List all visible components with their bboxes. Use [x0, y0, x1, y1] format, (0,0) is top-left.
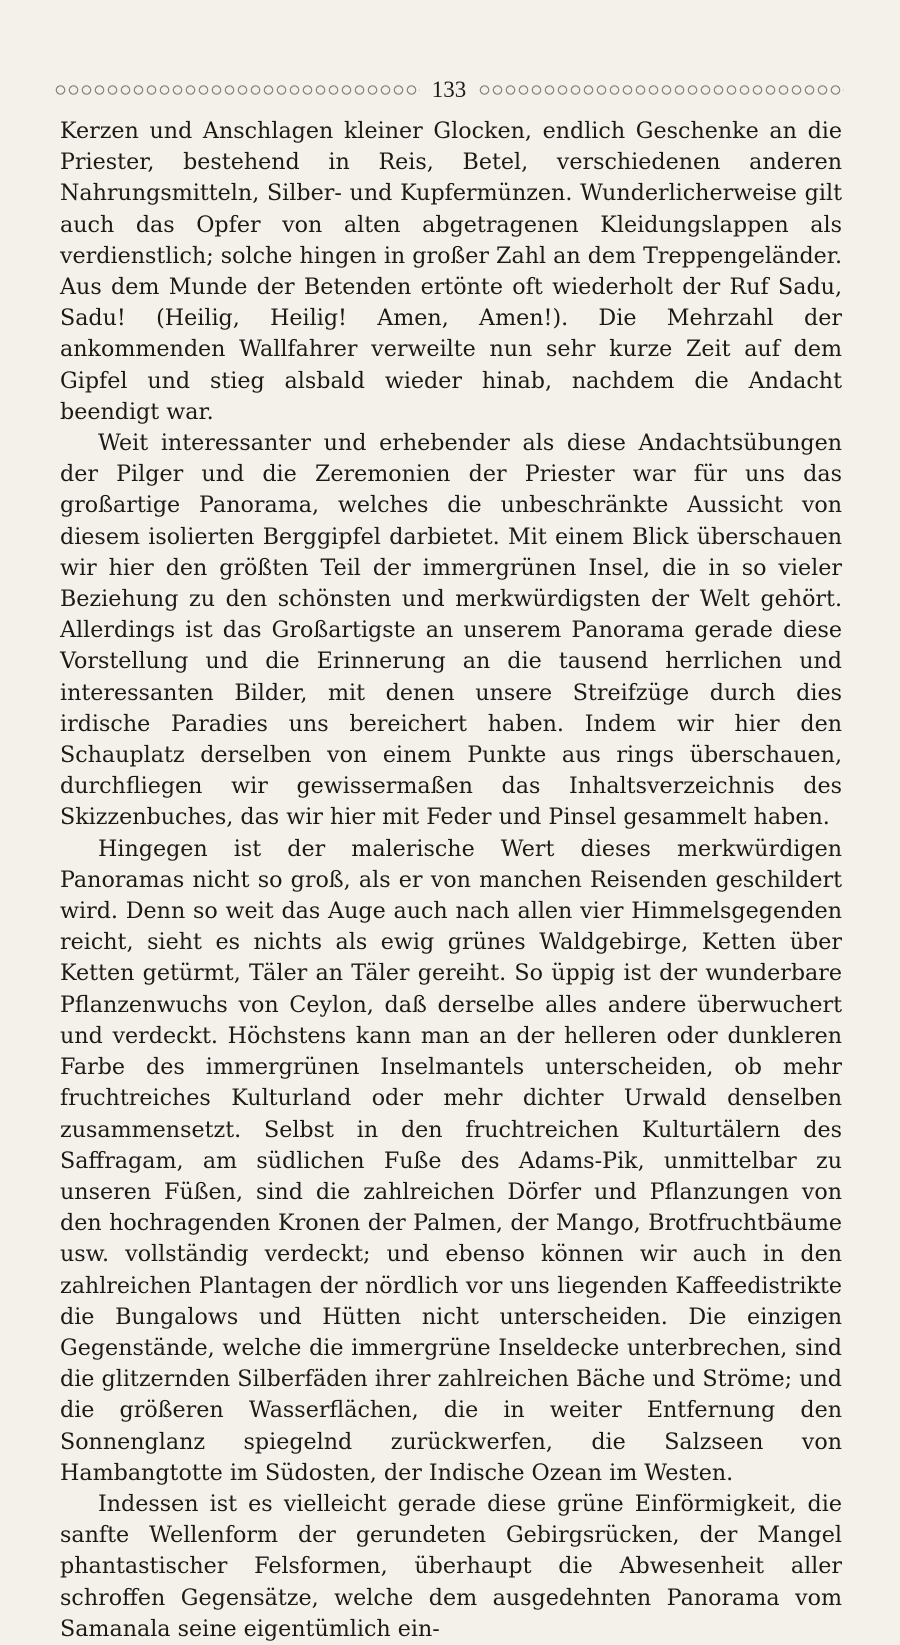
paragraph-3: Hingegen ist der malerische Wert dieses merkwürdigen Panoramas nicht so groß, als er von manchen Reisenden geschildert wird. Denn so weit das Auge auch nach allen vier Himmelsgegenden reicht, sieht es nichts als ewig grünes Waldgebirge, Ketten über Ketten getürmt, Täler an Täler gereiht. So üppig ist der wunderbare Pflanzenwuchs von Ceylon, daß derselbe alles andere überwuchert und verdeckt. Höchstens kann man an der helleren oder dunkleren Farbe des immergrünen Inselmantels unterscheiden, ob mehr fruchtreiches Kulturland oder mehr dichter Urwald denselben zusammensetzt. Selbst in den fruchtreichen Kulturtälern des Saffragam, am südlichen Fuße des Adams-Pik, unmittelbar zu unseren Füßen, sind die zahlreichen Dörfer und Pflanzungen von den hochragenden Kronen der Palmen, der Mango, Brotfruchtbäume usw. vollständig verdeckt; und ebenso können wir auch in den zahlreichen Plantagen der nördlich vor uns liegenden Kaffeedistrikte die Bungalows und Hütten nicht unterscheiden. Die einzigen Gegenstände, welche die immergrüne Inseldecke unterbrechen, sind die glitzernden Silberfäden ihrer zahlreichen Bäche und Ströme; und die größeren Wasserflächen, die in weiter Entfernung den Sonnenglanz spiegelnd zurückwerfen, die Salzseen von Hambangtotte im Südosten, der Indische Ozean im Westen.: [60, 835, 842, 1486]
page-header: [54, 70, 844, 110]
paragraph-1: Kerzen und Anschlagen kleiner Glocken, endlich Geschenke an die Priester, bestehend in Reis, Betel, verschiedenen anderen Nahrungsmitteln, Silber- und Kupfermünzen. Wunderlicherweise gilt auch das Opfer von alten abgetragenen Kleidungslappen als verdienstlich; solche hingen in großer Zahl an dem Treppengeländer. Aus dem Munde der Betenden ertönte oft wiederholt der Ruf Sadu, Sadu! (Heilig, Heilig! Amen, Amen!). Die Mehrzahl der ankommenden Wallfahrer verweilte nun sehr kurze Zeit auf dem Gipfel und stieg alsbald wieder hinab, nachdem die Andacht beendigt war.: [60, 118, 842, 425]
page-number: 133: [431, 77, 467, 102]
right-ornament-rule: [478, 81, 844, 99]
left-ornament-rule: [54, 81, 420, 99]
paragraph-4: Indessen ist es vielleicht gerade diese grüne Einförmigkeit, die sanfte Wellenform der gerundeten Gebirgsrücken, der Mangel phantastischer Felsformen, überhaupt die Abwesenheit aller schroffen Gegensätze, welche dem ausgedehnten Panorama vom Samanala seine eigentümlich ein-: [60, 1490, 842, 1642]
body-text: [60, 116, 842, 1645]
paragraph-2: Weit interessanter und erhebender als diese Andachtsübungen der Pilger und die Zeremonien der Priester war für uns das großartige Panorama, welches die unbeschränkte Aussicht von diesem isolierten Berggipfel darbietet. Mit einem Blick überschauen wir hier den größten Teil der immergrünen Insel, die in so vieler Beziehung zu den schönsten und merkwürdigsten der Welt gehört. Allerdings ist das Großartigste an unserem Panorama gerade diese Vorstellung und die Erinnerung an die tausend herrlichen und interessanten Bilder, mit denen unsere Streifzüge durch dies irdische Paradies uns bereichert haben. Indem wir hier den Schauplatz derselben von einem Punkte aus rings überschauen, durchfliegen wir gewissermaßen das Inhaltsverzeichnis des Skizzenbuches, das wir hier mit Feder und Pinsel gesammelt haben.: [60, 430, 842, 831]
